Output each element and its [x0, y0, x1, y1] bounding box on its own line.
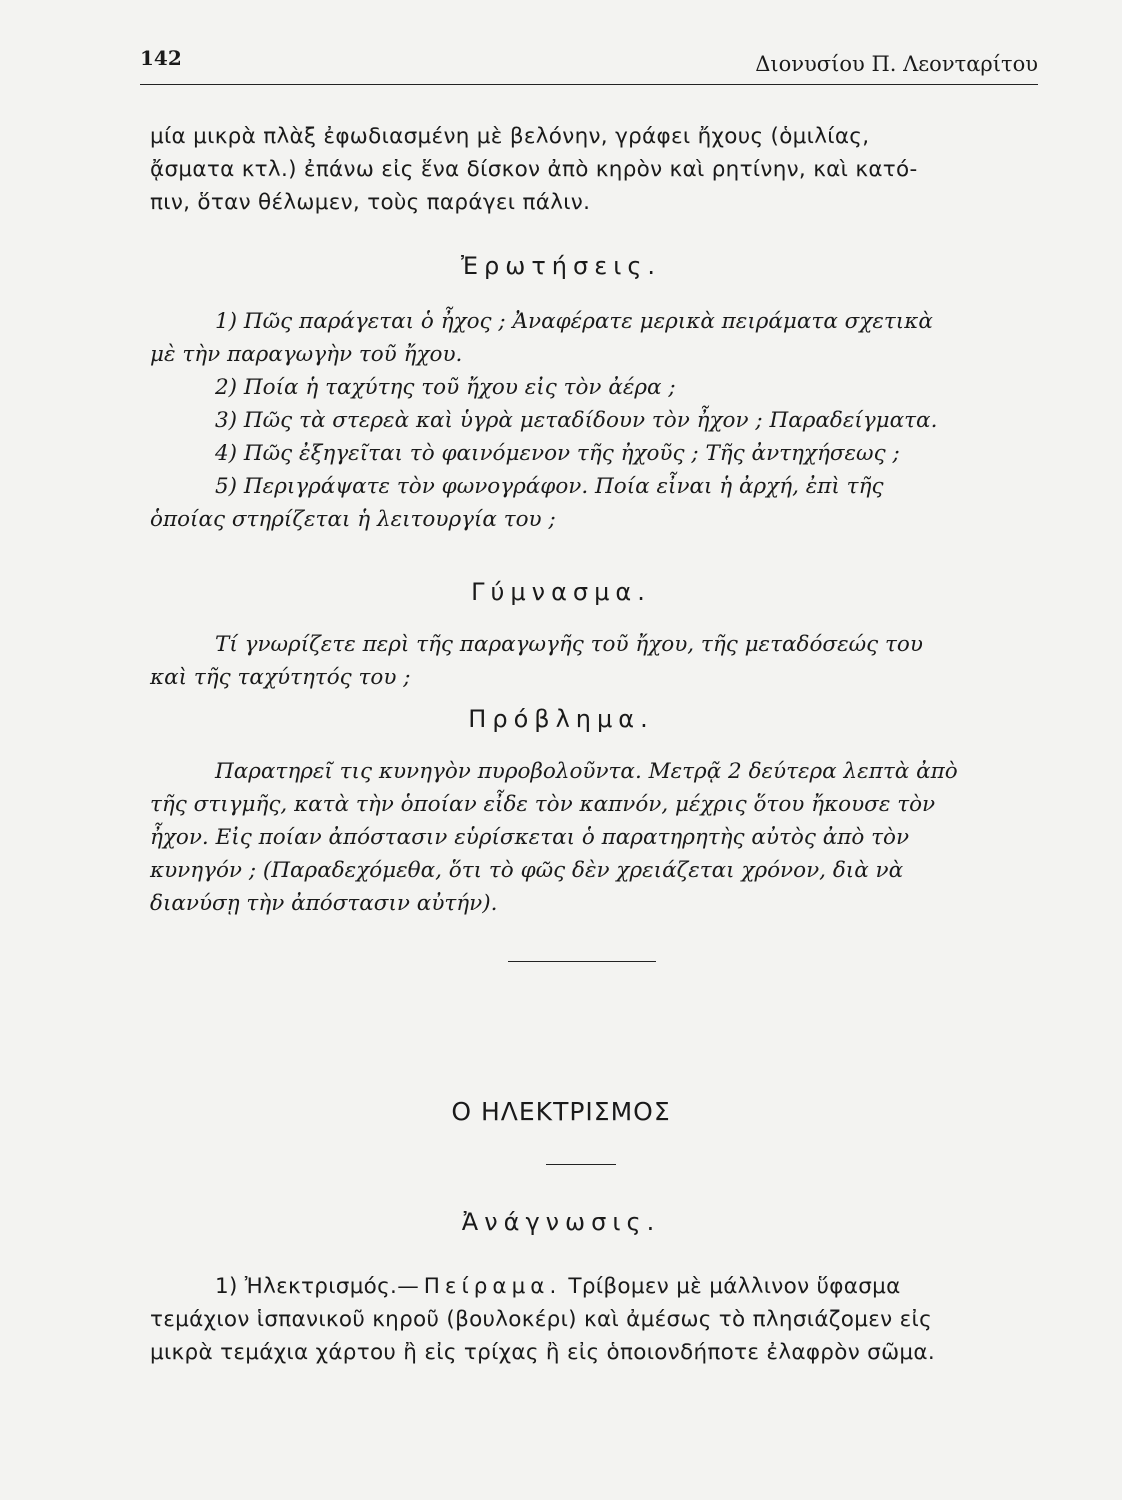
question-line: 1) Πῶς παράγεται ὁ ἦχος ; Ἀναφέρατε μερικὰ πειράματα σχετικὰ	[215, 309, 933, 334]
question-line: 2) Ποία ἡ ταχύτης τοῦ ἤχου εἰς τὸν ἀέρα ;	[215, 375, 676, 400]
reading-line: μικρὰ τεμάχια χάρτου ἢ εἰς τρίχας ἢ εἰς ὁποιονδήποτε ἐλαφρὸν σῶμα.	[150, 1340, 935, 1365]
reading-line	[150, 1270, 1040, 1303]
reading-first-line-rest: Τρίβομεν μὲ μάλλινον ὕφασμα	[568, 1274, 901, 1299]
exercise-line: Τί γνωρίζετε περὶ τῆς παραγωγῆς τοῦ ἤχου, τῆς μεταδόσεώς του	[215, 632, 923, 657]
chapter-title-rule	[546, 1164, 616, 1165]
problem-line: τῆς στιγμῆς, κατὰ τὴν ὁποίαν εἶδε τὸν καπνόν, μέχρις ὅτου ἤκουσε τὸν	[150, 792, 936, 817]
running-header-author: Διονυσίου Π. Λεονταρίτου	[755, 52, 1038, 76]
exercise-text	[150, 628, 1040, 694]
header-rule	[140, 84, 1038, 85]
exercise-line: καὶ τῆς ταχύτητός του ;	[150, 665, 411, 690]
problem-line: Παρατηρεῖ τις κυνηγὸν πυροβολοῦντα. Μετρᾷ 2 δεύτερα λεπτὰ ἀπὸ	[215, 759, 958, 784]
item-label: 1) Ἠλεκτρισμός.	[215, 1274, 398, 1299]
exercise-heading: Γύμνασμα.	[471, 578, 651, 606]
problem-line: κυνηγόν ; (Παραδεχόμεθα, ὅτι τὸ φῶς δὲν χρειάζεται χρόνον, διὰ νὰ	[150, 858, 904, 883]
problem-line: διανύσῃ τὴν ἀπόστασιν αὐτήν).	[150, 891, 498, 916]
section-divider	[508, 961, 656, 962]
intro-line: μία μικρὰ πλὰξ ἐφωδιασμένη μὲ βελόνην, γράφει ἤχους (ὁμιλίας,	[150, 124, 870, 149]
question-line: 4) Πῶς ἐξηγεῖται τὸ φαινόμενον τῆς ἠχοῦς ; Τῆς ἀντηχήσεως ;	[215, 441, 900, 466]
questions-heading: Ἐρωτήσεις.	[460, 252, 662, 280]
reading-line: τεμάχιον ἱσπανικοῦ κηροῦ (βουλοκέρι) καὶ ἀμέσως τὸ πλησιάζομεν εἰς	[150, 1307, 933, 1332]
intro-line: πιν, ὅταν θέλωμεν, τοὺς παράγει πάλιν.	[150, 190, 591, 215]
reading-paragraph	[150, 1270, 1040, 1369]
page-number: 142	[140, 46, 182, 70]
intro-line: ᾄσματα κτλ.) ἐπάνω εἰς ἕνα δίσκον ἀπὸ κηρὸν καὶ ρητίνην, καὶ κατό-	[150, 157, 918, 182]
experiment-label: —Πείραμα.	[397, 1274, 562, 1299]
intro-paragraph	[150, 120, 1040, 219]
problem-line: ἦχον. Εἰς ποίαν ἀπόστασιν εὑρίσκεται ὁ παρατηρητὴς αὐτὸς ἀπὸ τὸν	[150, 825, 910, 850]
question-line: μὲ τὴν παραγωγὴν τοῦ ἤχου.	[150, 342, 463, 367]
questions-list	[150, 305, 1040, 536]
question-line: ὁποίας στηρίζεται ἡ λειτουργία του ;	[150, 507, 556, 532]
question-line: 5) Περιγράψατε τὸν φωνογράφον. Ποία εἶναι ἡ ἀρχή, ἐπὶ τῆς	[215, 474, 884, 499]
chapter-title: Ο ΗΛΕΚΤΡΙΣΜΟΣ	[451, 1097, 671, 1126]
reading-heading: Ἀνάγνωσις.	[461, 1208, 661, 1236]
problem-text	[150, 755, 1040, 920]
problem-heading: Πρόβλημα.	[468, 705, 654, 733]
question-line: 3) Πῶς τὰ στερεὰ καὶ ὑγρὰ μεταδίδουν τὸν ἦχον ; Παραδείγματα.	[215, 408, 938, 433]
